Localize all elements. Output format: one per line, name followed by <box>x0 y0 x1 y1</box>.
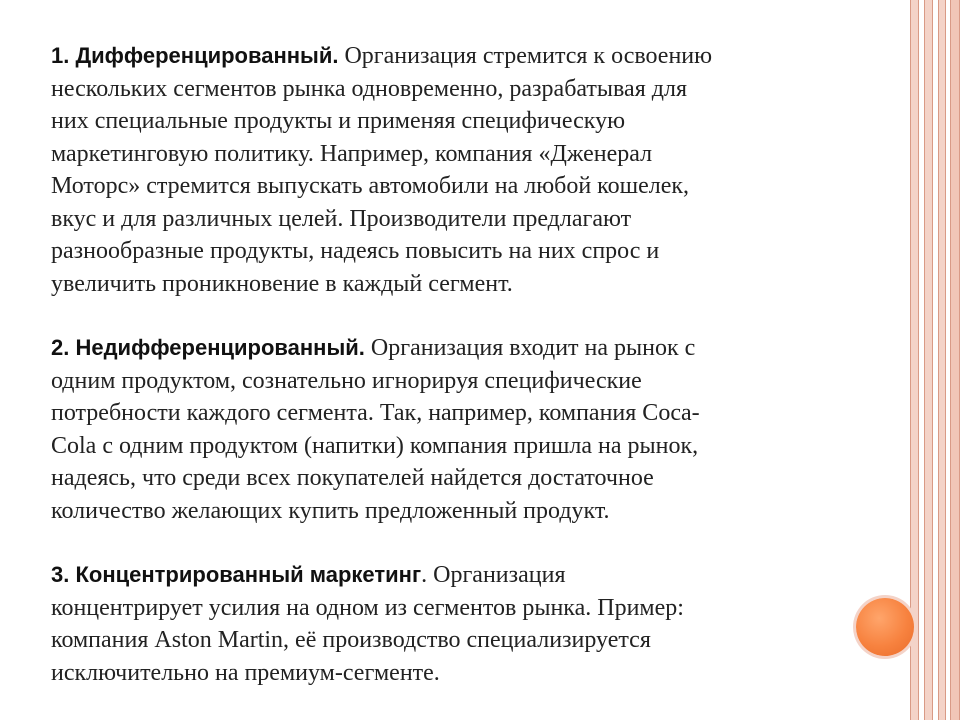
paragraph-concentrated <box>51 559 791 689</box>
paragraph-lead: 3. Концентрированный маркетинг <box>51 562 422 587</box>
stripe <box>938 0 946 720</box>
paragraph-lead: 1. Дифференцированный. <box>51 43 339 68</box>
stripe <box>910 0 919 720</box>
orange-circle-decoration <box>856 598 914 656</box>
paragraph-text: Организация входит на рынок с одним продуктом, сознательно игнорируя специфические потребности каждого сегмента. Так, например, компания Coca- Cola с одним продуктом (напитки) компания пришла на рынок, надеясь, что среди всех покупателей найдется достаточное количество желающих купить предложенный продукт. <box>51 335 700 524</box>
stripe <box>924 0 933 720</box>
paragraph-differentiated <box>51 40 791 300</box>
paragraph-text: Организация стремится к освоению нескольких сегментов рынка одновременно, разрабатывая для них специальные продукты и применяя специфическую маркетинговую политику. Например, компания «Дженерал Моторс» стремится выпускать автомобили на любой кошелек, вкус и для различных целей. Производители предлагают разнообразные продукты, надеясь повысить на них спрос и увеличить проникновение в каждый сегмент. <box>51 43 713 297</box>
decorative-stripes <box>910 0 960 720</box>
paragraph-lead: 2. Недифференцированный. <box>51 335 365 360</box>
slide-body <box>51 40 791 720</box>
stripe <box>950 0 960 720</box>
paragraph-text: . Организация концентрирует усилия на одном из сегментов рынка. Пример: компания Aston Martin, её производство специализируется исключительно на премиум-сегменте. <box>51 562 684 686</box>
paragraph-undifferentiated <box>51 332 791 527</box>
